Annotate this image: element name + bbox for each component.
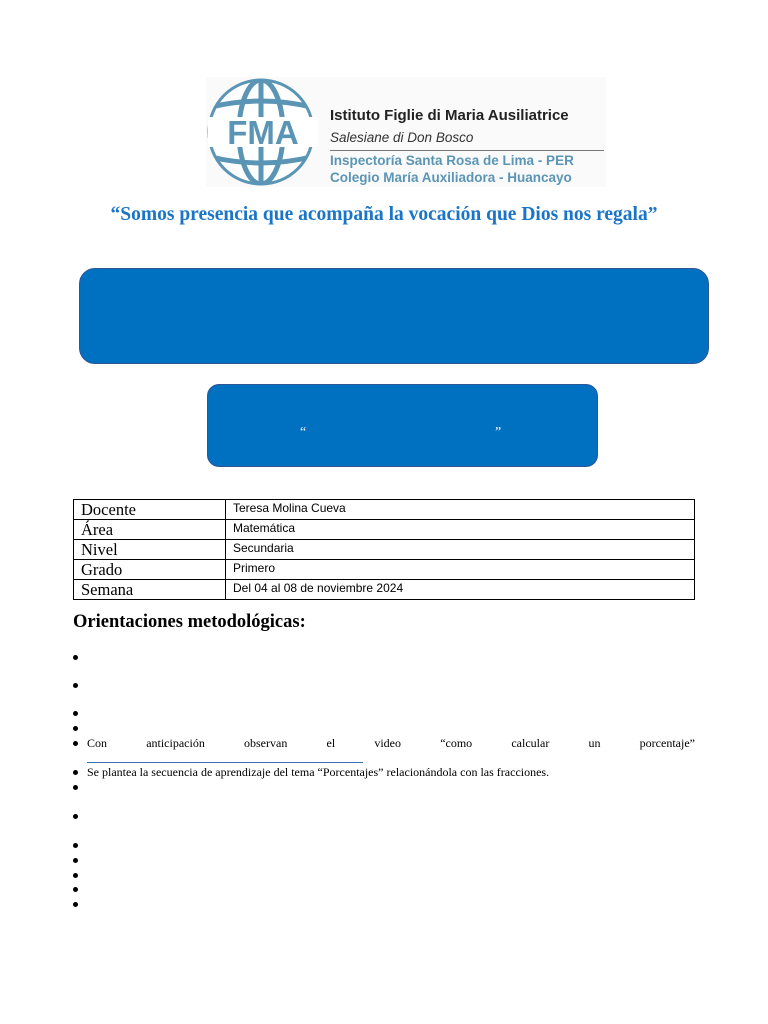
row-label: Área (74, 520, 226, 540)
bullet-dot (73, 858, 78, 863)
row-label: Docente (74, 500, 226, 520)
row-label: Nivel (74, 540, 226, 560)
table-row (74, 540, 695, 560)
word: observan (244, 736, 288, 750)
row-value: Primero (226, 560, 695, 580)
bullet-dot (73, 770, 78, 775)
subtitle-banner (207, 384, 598, 467)
bullet-dot (73, 873, 78, 878)
bullet-dot (73, 785, 78, 790)
row-value: Matemática (226, 520, 695, 540)
table-row (74, 520, 695, 540)
logo-inspectorate: Inspectoría Santa Rosa de Lima - PER (330, 153, 574, 168)
table-row (74, 560, 695, 580)
row-value: Del 04 al 08 de noviembre 2024 (226, 580, 695, 600)
table-row (74, 500, 695, 520)
bullet-dot (73, 711, 78, 716)
sequence-text: Se plantea la secuencia de aprendizaje del tema “Porcentajes” relacionándola con las fracciones. (87, 765, 550, 779)
bullet-dot (73, 902, 78, 907)
word: porcentaje” (639, 736, 695, 750)
video-instruction (87, 736, 695, 750)
word: Con (87, 736, 108, 750)
school-logo (206, 77, 606, 187)
bullet-dot (73, 655, 78, 660)
table-row (74, 580, 695, 600)
open-quote: “ (300, 425, 307, 440)
word: el (326, 736, 336, 750)
row-value: Secundaria (226, 540, 695, 560)
globe-logo-icon (206, 77, 326, 187)
title-banner (79, 268, 709, 364)
row-label: Grado (74, 560, 226, 580)
section-title: Orientaciones metodológicas: (73, 612, 306, 632)
motto-heading: “Somos presencia que acompaña la vocación que Dios nos regala” (110, 204, 658, 225)
bullet-dot (73, 726, 78, 731)
word: anticipación (146, 736, 205, 750)
logo-title: Istituto Figlie di Maria Ausiliatrice (330, 107, 569, 124)
bullet-dot (73, 843, 78, 848)
row-value: Teresa Molina Cueva (226, 500, 695, 520)
svg-text:FMA: FMA (227, 114, 299, 151)
word: un (588, 736, 601, 750)
row-label: Semana (74, 580, 226, 600)
info-table (73, 499, 695, 600)
close-quote: ” (495, 425, 502, 440)
logo-school-name: Colegio María Auxiliadora - Huancayo (330, 170, 572, 185)
word: “como (440, 736, 473, 750)
word: calcular (511, 736, 550, 750)
video-link-underline[interactable] (87, 762, 363, 763)
logo-subtitle: Salesiane di Don Bosco (330, 130, 474, 145)
word: video (374, 736, 402, 750)
logo-divider (330, 150, 604, 151)
bullet-dot (73, 887, 78, 892)
bullet-dot (73, 814, 78, 819)
bullet-dot (73, 683, 78, 688)
bullet-dot (73, 741, 78, 746)
